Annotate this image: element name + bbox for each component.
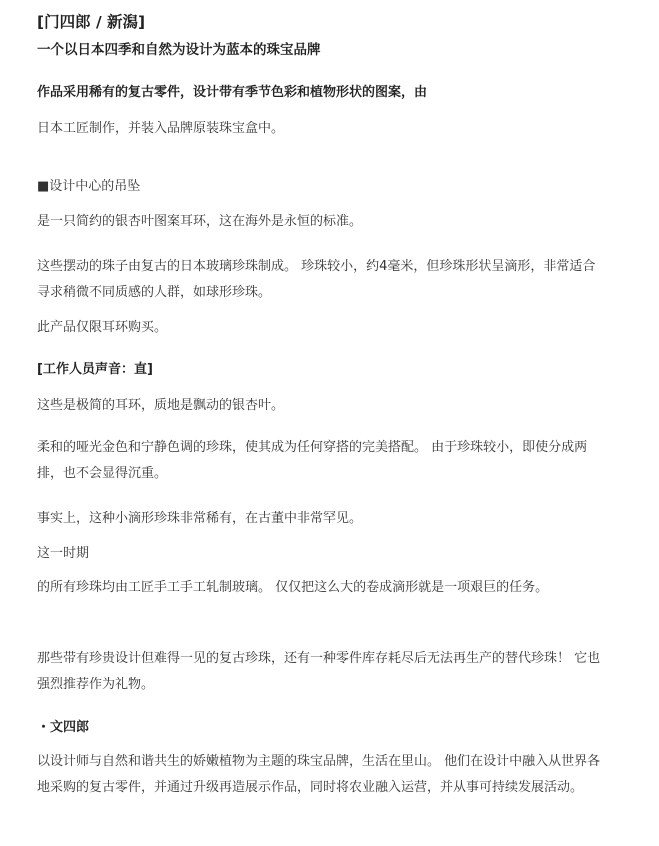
- intro-line-1: 作品采用稀有的复古零件，设计带有季节色彩和植物形状的图案，由: [37, 85, 428, 100]
- staff-voice-heading: [工作人员声音：直]: [37, 362, 153, 377]
- staff-paragraph-6: 那些带有珍贵设计但难得一见的复古珍珠，还有一种零件库存耗尽后无法再生产的替代珍珠！ 它也强烈推荐作为礼物。: [37, 651, 601, 692]
- brand-heading: ・文四郎: [37, 720, 90, 735]
- brand-tagline: 一个以日本四季和自然为设计为蓝本的珠宝品牌: [37, 42, 321, 58]
- staff-paragraph-4: 这一时期: [37, 546, 90, 561]
- staff-paragraph-1: 这些是极简的耳环，质地是飘动的银杏叶。: [37, 398, 285, 413]
- design-paragraph-1: 是一只简约的银杏叶图案耳环，这在海外是永恒的标准。: [37, 214, 363, 229]
- brand-paragraph: 以设计师与自然和谐共生的娇嫩植物为主题的珠宝品牌，生活在里山。 他们在设计中融入从世界各地采购的复古零件，并通过升级再造展示作品，同时将农业融入运营，并从事可持续发展活动。: [37, 754, 601, 795]
- staff-paragraph-3: 事实上，这种小滴形珍珠非常稀有，在古董中非常罕见。: [37, 511, 363, 526]
- staff-paragraph-2: 柔和的哑光金色和宁静色调的珍珠，使其成为任何穿搭的完美搭配。 由于珍珠较小，即使分成两排，也不会显得沉重。: [37, 440, 588, 481]
- intro-line-2: 日本工匠制作，并装入品牌原装珠宝盒中。: [37, 121, 285, 136]
- design-heading: ■设计中心的吊坠: [37, 179, 141, 194]
- page-title: [门四郎 / 新潟]: [37, 13, 146, 31]
- design-paragraph-2: 这些摆动的珠子由复古的日本玻璃珍珠制成。 珍珠较小，约4毫米，但珍珠形状呈滴形，非常适合寻求稍微不同质感的人群，如球形珍珠。: [37, 259, 596, 300]
- staff-paragraph-5: 的所有珍珠均由工匠手工手工轧制玻璃。 仅仅把这么大的卷成滴形就是一项艰巨的任务。: [37, 580, 549, 595]
- design-paragraph-3: 此产品仅限耳环购买。: [37, 320, 168, 335]
